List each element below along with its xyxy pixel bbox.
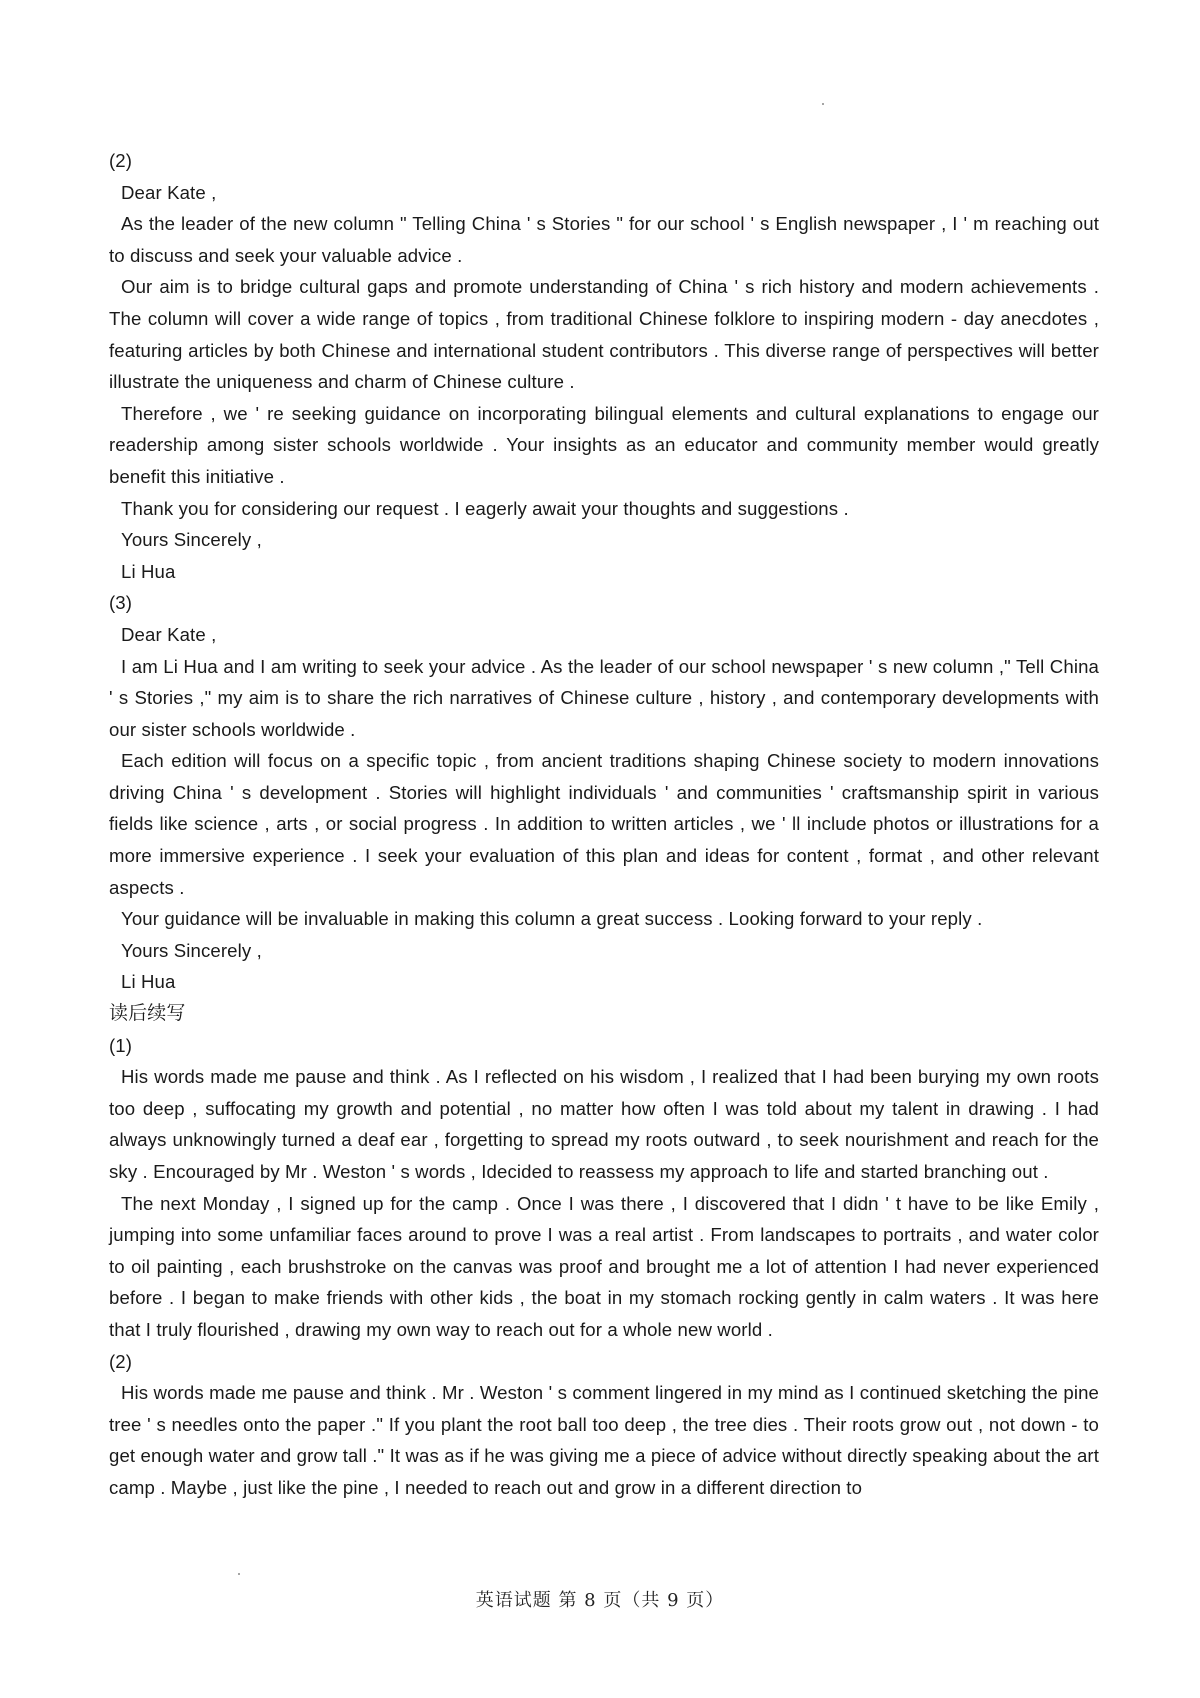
paragraph: The next Monday , I signed up for the camp . Once I was there , I discovered that I didn ' t have to be like Emily , jumping into some unfamiliar faces around to prove I was a real artist . From landscapes to portraits , and water color to oil painting , each brushstroke on the canvas was proof and brought me a lot of attention I had never experienced before . I began to make friends with other kids , the boat in my stomach rocking gently in calm waters . It was here that I truly flourished , drawing my own way to reach out for a whole new world .	[109, 1192, 1099, 1340]
paragraph: Thank you for considering our request . I eagerly await your thoughts and suggestions .	[121, 497, 849, 519]
paragraph: Therefore , we ' re seeking guidance on incorporating bilingual elements and cultural explanations to engage our readership among sister schools worldwide . Your insights as an educator and community member would greatly benefit this initiative .	[109, 402, 1099, 487]
letter-3	[109, 587, 1099, 998]
page-content	[109, 145, 1099, 1504]
signature: Li Hua	[121, 560, 176, 582]
letter-2	[109, 145, 1099, 587]
closing: Yours Sincerely ,	[121, 529, 262, 551]
section-heading: 读后续写	[109, 1002, 186, 1025]
item-number: (2)	[109, 150, 133, 171]
item-number: (3)	[109, 592, 133, 614]
closing: Yours Sincerely ,	[121, 939, 262, 961]
scan-speck	[238, 1573, 240, 1575]
salutation: Dear Kate ,	[121, 181, 217, 203]
item-number: (2)	[109, 1350, 133, 1372]
scan-speck	[822, 103, 824, 105]
paragraph: His words made me pause and think . As I reflected on his wisdom , I realized that I had been burying my own roots too deep , suffocating my growth and potential , no matter how often I was told about my talent in drawing . I had always unknowingly turned a deaf ear , forgetting to spread my roots outward , to seek nourishment and reach for the sky . Encouraged by Mr . Weston ' s words , Idecided to reassess my approach to life and started branching out .	[109, 1066, 1099, 1182]
paragraph: As the leader of the new column " Telling China ' s Stories " for our school ' s English newspaper , I ' m reaching out to discuss and seek your valuable advice .	[109, 213, 1099, 266]
item-number: (1)	[109, 1034, 133, 1056]
signature: Li Hua	[121, 971, 176, 993]
paragraph: His words made me pause and think . Mr . Weston ' s comment lingered in my mind as I continued sketching the pine tree ' s needles onto the paper ." If you plant the root ball too deep , the tree dies . Their roots grow out , not down - to get enough water and grow tall ." It was as if he was giving me a piece of advice without directly speaking about the art camp . Maybe , just like the pine , I needed to reach out and grow in a different direction to	[109, 1382, 1099, 1498]
paragraph: I am Li Hua and I am writing to seek your advice . As the leader of our school newspaper ' s new column ," Tell China ' s Stories ," my aim is to share the rich narratives of Chinese culture , history , and contemporary developments with our sister schools worldwide .	[109, 655, 1099, 740]
paragraph: Our aim is to bridge cultural gaps and promote understanding of China ' s rich history and modern achievements . The column will cover a wide range of topics , from traditional Chinese folklore to inspiring modern - day anecdotes , featuring articles by both Chinese and international student contributors . This diverse range of perspectives will better illustrate the uniqueness and charm of Chinese culture .	[109, 276, 1099, 393]
continuation-writing-section	[109, 998, 1099, 1504]
paragraph: Your guidance will be invaluable in making this column a great success . Looking forward to your reply .	[121, 908, 983, 930]
salutation: Dear Kate ,	[121, 623, 217, 645]
paragraph: Each edition will focus on a specific topic , from ancient traditions shaping Chinese society to modern innovations driving China ' s development . Stories will highlight individuals ' and communities ' craftsmanship spirit in various fields like science , arts , or social progress . In addition to written articles , we ' ll include photos or illustrations for a more immersive experience . I seek your evaluation of this plan and ideas for content , format , and other relevant aspects .	[109, 750, 1099, 898]
page-footer: 英语试题 第 8 页（共 9 页）	[475, 1590, 725, 1611]
